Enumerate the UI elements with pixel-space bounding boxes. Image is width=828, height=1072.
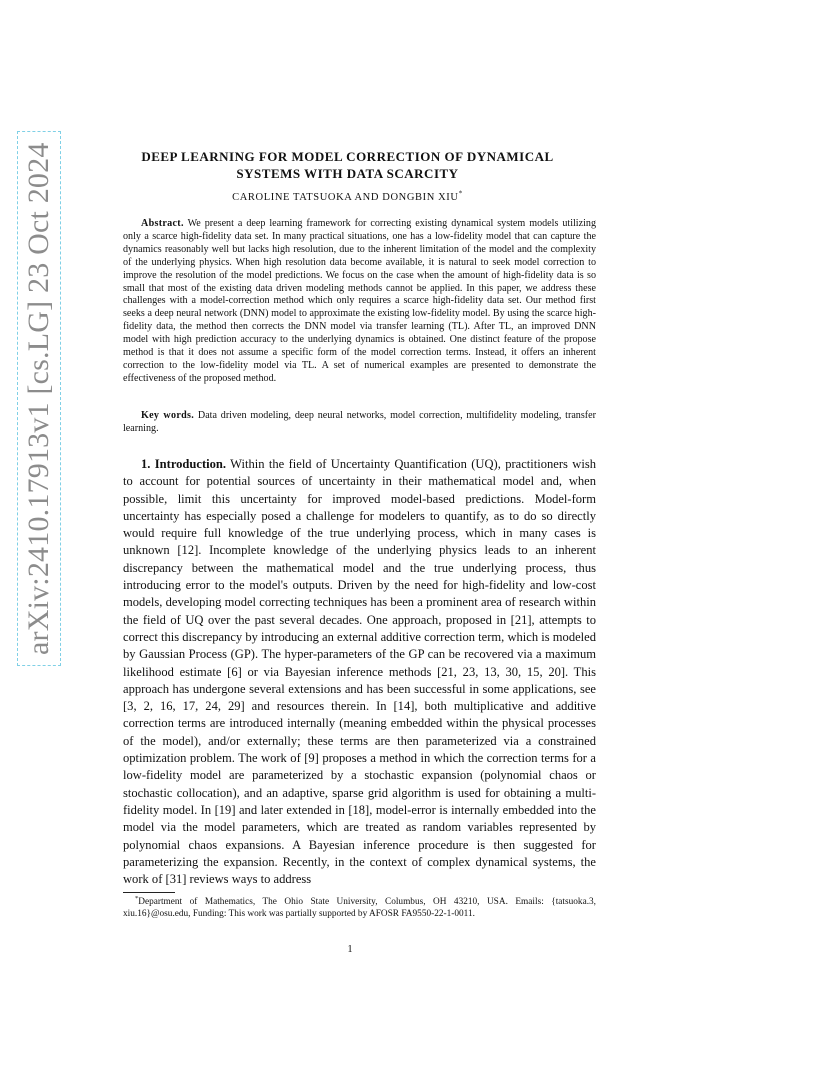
footnote-rule [123,892,175,893]
keywords-heading: Key words. [141,410,195,421]
abstract [123,218,596,386]
title-line-1: DEEP LEARNING FOR MODEL CORRECTION OF DYNAMICAL [141,149,554,164]
title-line-2: SYSTEMS WITH DATA SCARCITY [236,166,459,181]
keywords [123,410,596,436]
section-heading-introduction: 1. Introduction. [141,457,227,471]
introduction-text: Within the field of Uncertainty Quantification (UQ), practitioners wish to account for potential sources of uncertainty in their mathematical model and, when possible, limit this uncertainty for improved model-based predictions. Model-form uncertainty has especially posed a challenge for modelers to quantify, as to do so directly would require full knowledge of the true underlying process, which in many cases is unknown [12]. Incomplete knowledge of the underlying physics leads to an inherent discrepancy between the mathematical model and the true underlying process, thus introducing error to the model's outputs. Driven by the need for high-fidelity and low-cost models, developing model correcting techniques has been a prominent area of research within the field of UQ over the past several decades. One approach, proposed in [21], attempts to correct this discrepancy by introducing an external additive correction term, which is modeled by Gaussian Process (GP). The hyper-parameters of the GP can be recovered via a maximum likelihood estimate [6] or via Bayesian inference methods [21, 23, 13, 30, 15, 20]. This approach has undergone several extensions and has been successful in some applications, see [3, 2, 16, 17, 24, 29] and resources therein. In [14], both multiplicative and additive correction terms are introduced internally (meaning embedded within the physical processes of the model), and/or externally; these terms are then parameterized via a constrained optimization problem. The work of [9] proposes a method in which the correction terms for a low-fidelity model are parameterized by a stochastic expansion (polynomial chaos or stochastic collocation), and an adaptive, sparse grid algorithm is used for obtaining a multi-fidelity model. In [19] and later extended in [18], model-error is internally embedded into the model via the model parameters, which are treated as random variables represented by polynomial chaos expansions. A Bayesian inference procedure is then suggested for parameterizing the expansion. Recently, in the context of complex dynamical systems, the work of [31] reviews ways to address [123,457,596,887]
authors-text: CAROLINE TATSUOKA AND DONGBIN XIU [232,192,459,203]
author-list [100,188,595,203]
footnote-text: Department of Mathematics, The Ohio State University, Columbus, OH 43210, USA. Emails: {tatsuoka.3, xiu.16}@osu.edu, Funding: This work was partially supported by AFOSR FA9550-22-1-0011. [123,897,596,919]
keywords-text: Data driven modeling, deep neural networks, model correction, multifidelity modeling, transfer learning. [123,410,596,434]
footnote-mark: * [135,894,139,902]
abstract-heading: Abstract. [141,218,184,229]
abstract-text: We present a deep learning framework for correcting existing dynamical system models utilizing only a scarce high-fidelity data set. In many practical situations, one has a low-fidelity model that can capture the dynamics reasonably well but lacks high resolution, due to the inherent limitation of the model and the complexity of the underlying physics. When high resolution data become available, it is natural to seek model correction to improve the resolution of the model predictions. We focus on the case when the amount of high-fidelity data is so small that most of the existing data driven modeling methods cannot be applied. In this paper, we address these challenges with a model-correction method which only requires a scarce high-fidelity data set. Our method first seeks a deep neural network (DNN) model to approximate the existing low-fidelity model. By using the scarce high-fidelity data, the method then corrects the DNN model via transfer learning (TL). After TL, an improved DNN model with high prediction accuracy to the underlying dynamics is obtained. One distinct feature of the propose method is that it does not assume a specific form of the model correction terms. Instead, it offers an inherent correction to the low-fidelity model via TL. A set of numerical examples are presented to demonstrate the effectiveness of the proposed method. [123,218,596,384]
author-footnote-mark: * [458,188,463,198]
page-number: 1 [347,944,353,955]
paper-title [100,148,595,182]
arxiv-identifier-stamp[interactable]: arXiv:2410.17913v1 [cs.LG] 23 Oct 2024 [20,134,58,663]
footnote [123,896,596,920]
introduction-paragraph [123,456,596,888]
